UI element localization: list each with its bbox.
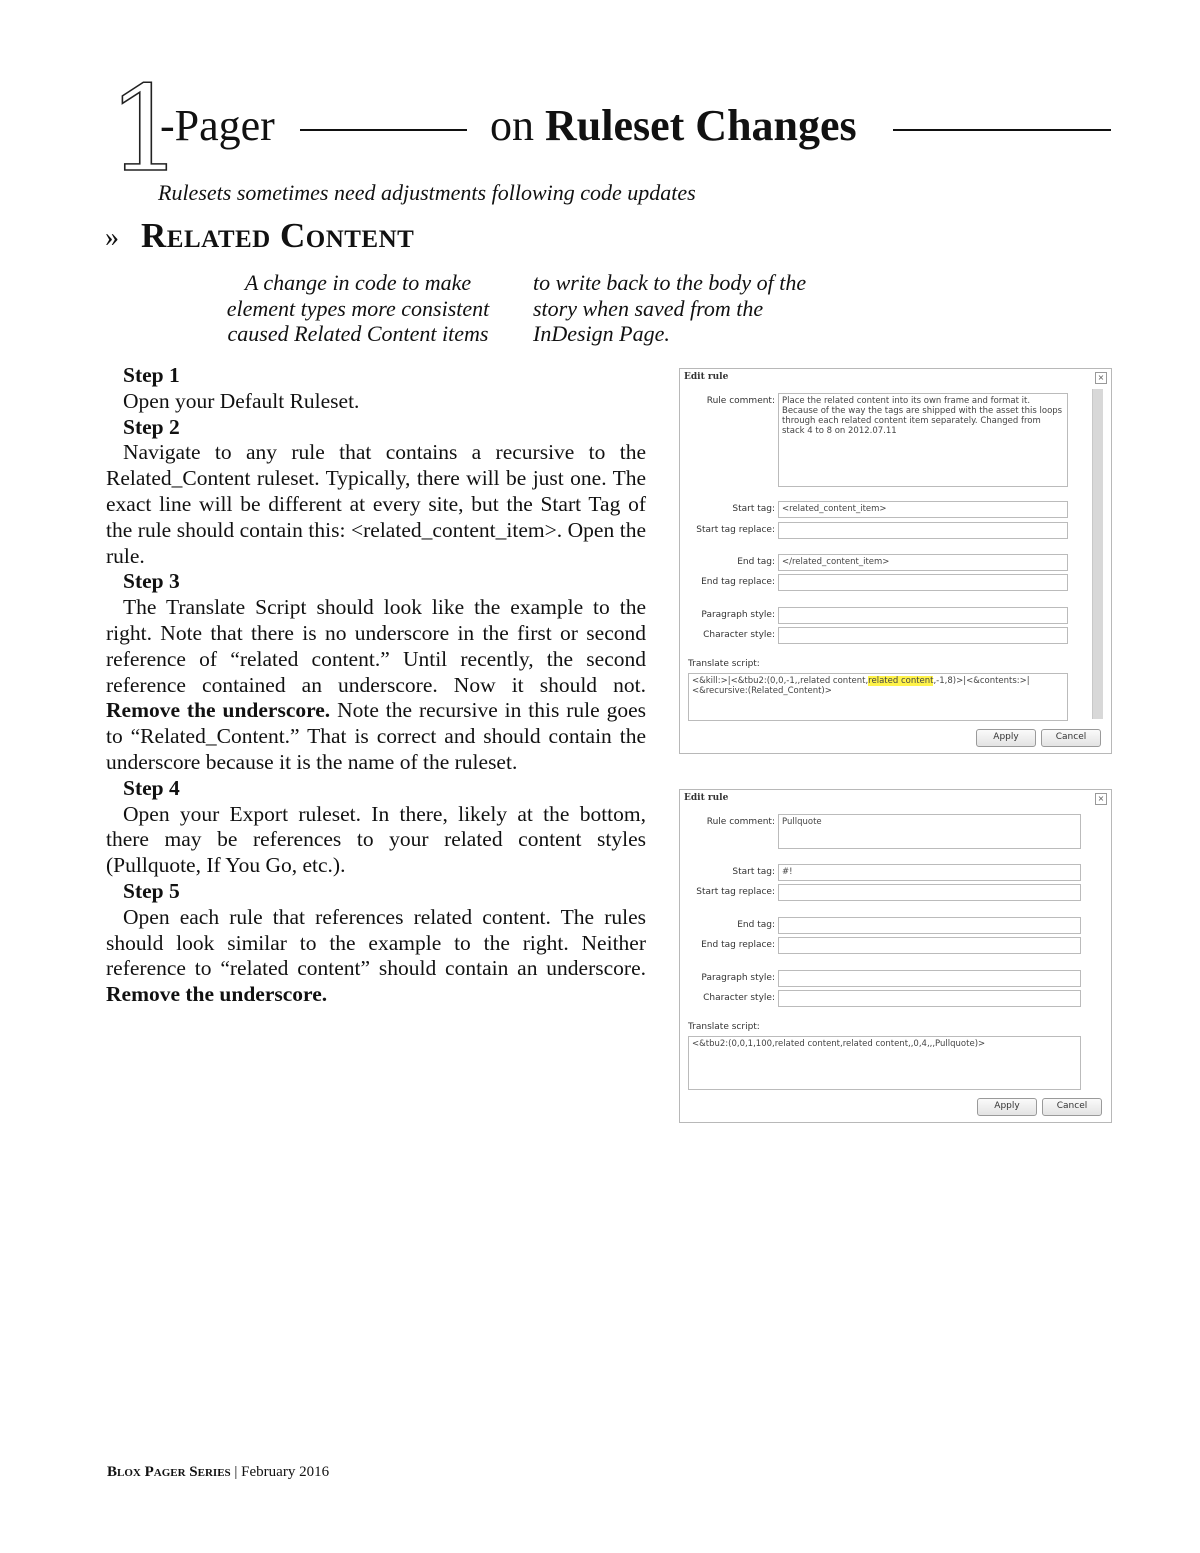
dialog-title: Edit rule [684,793,729,803]
end-tag-replace-label: End tag replace: [701,940,775,950]
step-body [106,905,646,1008]
character-style-field[interactable] [778,990,1081,1007]
step-text: Open each rule that references related content. The rules should look similar to the example to the right. Neither reference to “related content” should contain an underscore. [106,904,646,981]
intro-right-column: to write back to the body of the story when saved from the InDesign Page. [533,270,807,346]
page-subtitle: Rulesets sometimes need adjustments following code updates [158,180,696,205]
step-emphasis: Remove the underscore. [106,982,328,1007]
start-tag-replace-field[interactable] [778,884,1081,901]
step-text: The Translate Script should look like the example to the right. Note that there is no underscore in the first or second reference of “related content.” Until recently, the second reference contained an underscore. Now it should not. [106,595,646,697]
translate-script-label: Translate script: [688,659,760,669]
close-icon[interactable]: × [1095,372,1107,384]
title-pager-word: -Pager [160,101,275,150]
paragraph-style-label: Paragraph style: [701,610,775,620]
script-text: <&kill:>|<&tbu2:(0,0,-1,,related content, [692,676,869,686]
step-heading: Step 4 [123,775,180,800]
intro-left-column: A change in code to make element types more consistent caused Related Content items [226,270,490,346]
paragraph-style-label: Paragraph style: [701,973,775,983]
script-text: ,-1,8)>|<&contents:>| [933,676,1030,686]
paragraph-style-field[interactable] [778,970,1081,987]
close-icon[interactable]: × [1095,793,1107,805]
step-emphasis: Remove the underscore. [106,698,331,723]
end-tag-label: End tag: [737,920,775,930]
start-tag-replace-label: Start tag replace: [696,525,775,535]
step-body: Open your Export ruleset. In there, likely at the bottom, there may be references to your related content styles (Pullquote, If You Go, etc.). [106,801,646,878]
character-style-field[interactable] [778,627,1068,644]
cancel-button[interactable]: Cancel [1041,729,1101,747]
dialog-scrollbar[interactable] [1092,389,1103,719]
end-tag-replace-label: End tag replace: [701,577,775,587]
step-body: Navigate to any rule that contains a recursive to the Related_Content ruleset. Typically, there will be just one. The exact line will be different at every site, but the Start Tag of the rule should contain this: <related_content_item>. Open the rule. [106,440,646,568]
apply-button[interactable]: Apply [976,729,1036,747]
end-tag-field[interactable] [778,917,1081,934]
title-divider-right [893,129,1111,131]
steps-column [106,363,646,1008]
edit-rule-dialog-related-content [679,368,1112,754]
step-body [106,595,646,776]
section-marker: » [105,222,119,253]
cancel-button[interactable]: Cancel [1042,1098,1102,1116]
footer-date: February 2016 [241,1464,330,1480]
script-highlight: related content [868,676,934,686]
end-tag-replace-field[interactable] [778,937,1081,954]
step-heading: Step 5 [123,878,180,903]
title-numeral: 1 [108,60,184,198]
rule-comment-label: Rule comment: [706,817,775,827]
start-tag-label: Start tag: [732,867,775,877]
paragraph-style-field[interactable] [778,607,1068,624]
page-title [490,100,857,151]
step-body: Open your Default Ruleset. [123,388,360,413]
end-tag-label: End tag: [737,557,775,567]
start-tag-field[interactable]: <related_content_item> [778,501,1068,518]
title-divider-left [300,129,467,131]
title-prefix: on [490,101,534,150]
rule-comment-label: Rule comment: [706,396,775,406]
step-heading: Step 2 [123,414,180,439]
start-tag-replace-field[interactable] [778,522,1068,539]
dialog-title: Edit rule [684,372,729,382]
step-text: Note the recursive in this rule goes to “Related_Content.” That is correct and should contain the underscore because it is the name of the ruleset. [106,698,646,774]
translate-script-field[interactable]: <&tbu2:(0,0,1,100,related content,related content,,0,4,,,Pullquote)> [688,1036,1081,1090]
end-tag-replace-field[interactable] [778,574,1068,591]
step-heading: Step 3 [123,569,180,594]
translate-script-field[interactable] [688,673,1068,721]
end-tag-field[interactable]: </related_content_item> [778,554,1068,571]
character-style-label: Character style: [703,630,775,640]
rule-comment-field[interactable]: Pullquote [778,814,1081,849]
edit-rule-dialog-pullquote [679,789,1112,1123]
footer-series: Blox Pager Series [107,1464,231,1480]
section-title: Related Content [141,216,415,255]
page-footer [107,1464,329,1481]
title-strong: Ruleset Changes [545,101,857,150]
step-heading: Step 1 [123,363,180,387]
character-style-label: Character style: [703,993,775,1003]
apply-button[interactable]: Apply [977,1098,1037,1116]
rule-comment-field[interactable]: Place the related content into its own frame and format it. Because of the way the tags are shipped with the asset this loops through each related content item separately. Changed from stack 4 to 8 on 2012.07.11 [778,393,1068,487]
script-text: <&recursive:(Related_Content)> [692,686,832,696]
start-tag-replace-label: Start tag replace: [696,887,775,897]
start-tag-field[interactable]: #! [778,864,1081,881]
start-tag-label: Start tag: [732,504,775,514]
footer-separator: | [230,1464,242,1480]
translate-script-label: Translate script: [688,1022,760,1032]
